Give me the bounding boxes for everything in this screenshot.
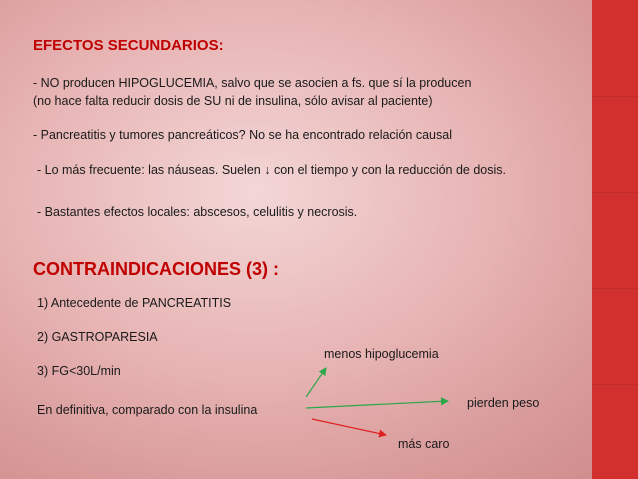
arrow-right-green [306,401,448,408]
side-effect-pancreatitis: - Pancreatitis y tumores pancreáticos? No se ha encontrado relación causal [33,128,452,142]
side-effect-hypoglycemia-note: (no hace falta reducir dosis de SU ni de insulina, sólo avisar al paciente) [33,94,433,108]
outcome-more-expensive: más caro [398,437,450,451]
side-effects-title: EFECTOS SECUNDARIOS: [33,37,224,54]
outcome-less-hypoglycemia: menos hipoglucemia [324,347,439,361]
outcome-weight-loss: pierden peso [467,396,540,410]
side-effect-nausea: - Lo más frecuente: las náuseas. Suelen ↓ con el tiempo y con la reducción de dosis. [37,163,507,177]
contraindications-title: CONTRAINDICACIONES (3) : [33,259,279,279]
side-effect-hypoglycemia: - NO producen HIPOGLUCEMIA, salvo que se asocien a fs. que sí la producen [33,76,472,90]
contraindication-fg: 3) FG<30L/min [37,364,121,378]
contraindication-pancreatitis: 1) Antecedente de PANCREATITIS [37,296,232,310]
arrow-down-red [312,419,386,435]
conclusion-text: En definitiva, comparado con la insulina [37,403,258,417]
contraindication-gastroparesis: 2) GASTROPARESIA [37,330,158,344]
side-effect-local: - Bastantes efectos locales: abscesos, celulitis y necrosis. [37,205,358,219]
arrow-up-green [306,368,326,397]
